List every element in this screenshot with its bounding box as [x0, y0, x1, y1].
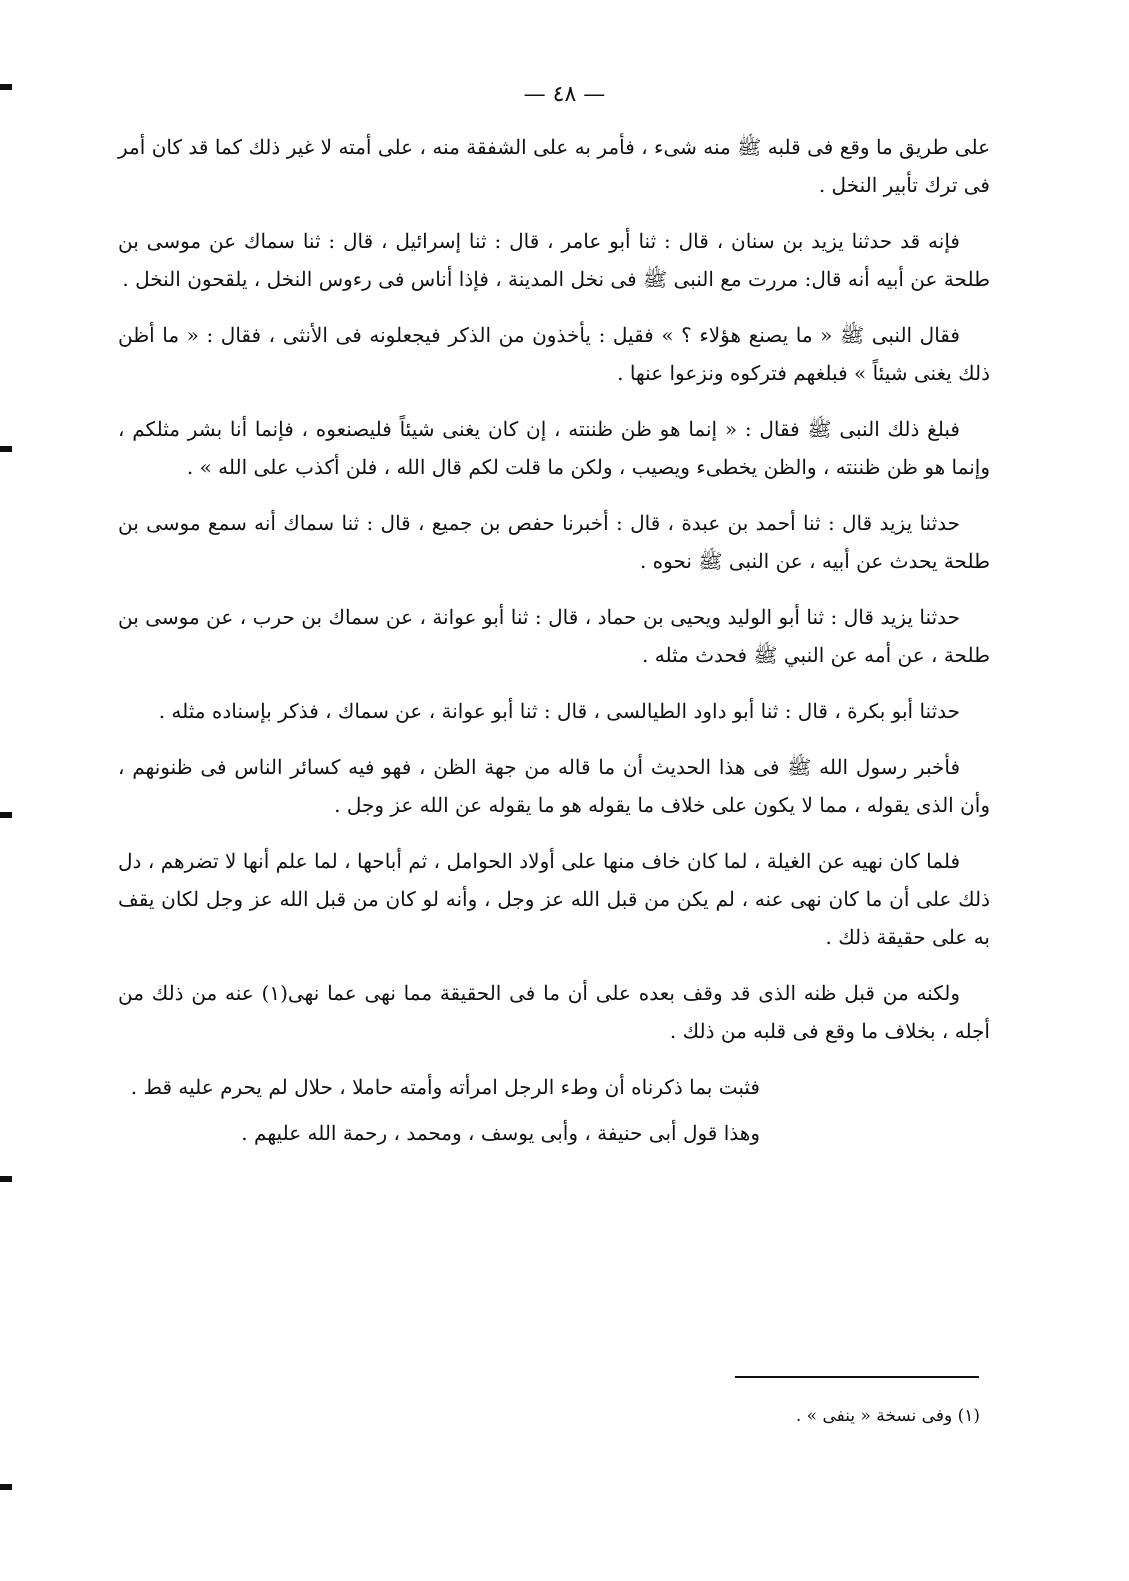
paragraph-9: فلما كان نهيه عن الغيلة ، لما كان خاف منها على أولاد الحوامل ، ثم أباحها ، لما علم أنها لا تضرهم ، دل ذلك على أن ما كان نهى عنه ، لم يكن من قبل الله عز وجل ، وأنه لو كان من قبل الله عز وجل لكان يقف به على حقيقة ذلك . — [118, 849, 990, 949]
scan-edge-mark — [0, 1176, 12, 1182]
scan-edge-mark — [0, 84, 12, 90]
scan-edge-mark — [0, 446, 12, 452]
paragraph-8: فأخبر رسول الله ﷺ فى هذا الحديث أن ما قاله من جهة الظن ، فهو فيه كسائر الناس فى ظنونهم ، وأن الذى يقوله ، مما لا يكون على خلاف ما يقوله هو ما يقوله عن الله عز وجل . — [118, 755, 990, 817]
scan-edge-mark — [0, 812, 12, 818]
paragraph-10: ولكنه من قبل ظنه الذى قد وقف بعده على أن ما فى الحقيقة مما نهى عما نهى(١) عنه من ذلك من أجله ، بخلاف ما وقع فى قلبه من ذلك . — [118, 981, 990, 1043]
paragraph-4: فبلغ ذلك النبى ﷺ فقال : « إنما هو ظن ظننته ، إن كان يغنى شيئاً فليصنعوه ، فإنما أنا بشر مثلكم ، وإنما هو ظن ظننته ، والظن يخطىء ويصيب ، ولكن ما قلت لكم قال الله ، فلن أكذب على الله » . — [118, 417, 990, 479]
page-number: — ٤٨ — — [523, 82, 606, 107]
page-body — [118, 128, 990, 1160]
scan-edge-mark — [0, 1484, 12, 1490]
paragraph-6: حدثنا يزيد قال : ثنا أبو الوليد ويحيى بن حماد ، قال : ثنا أبو عوانة ، عن سماك بن حرب ، عن موسى بن طلحة ، عن أمه عن النبي ﷺ فحدث مثله . — [118, 605, 990, 667]
paragraph-7: حدثنا أبو بكرة ، قال : ثنا أبو داود الطيالسى ، قال : ثنا أبو عوانة ، عن سماك ، فذكر بإسناده مثله . — [158, 699, 960, 723]
paragraph-12: وهذا قول أبى حنيفة ، وأبى يوسف ، ومحمد ، رحمة الله عليهم . — [241, 1121, 760, 1145]
paragraph-5: حدثنا يزيد قال : ثنا أحمد بن عبدة ، قال : أخبرنا حفص بن جميع ، قال : ثنا سماك أنه سمع موسى بن طلحة يحدث عن أبيه ، عن النبى ﷺ نحوه . — [118, 511, 990, 573]
paragraph-1: على طريق ما وقع فى قلبه ﷺ منه شىء ، فأمر به على الشفقة منه ، على أمته لا غير ذلك كما قد كان أمر فى ترك تأبير النخل . — [118, 135, 990, 197]
paragraph-2: فإنه قد حدثنا يزيد بن سنان ، قال : ثنا أبو عامر ، قال : ثنا إسرائيل ، قال : ثنا سماك عن موسى بن طلحة عن أبيه أنه قال: مررت مع النبى ﷺ فى نخل المدينة ، فإذا أناس فى رءوس النخل ، يلقحون النخل . — [118, 229, 990, 291]
footnote-divider — [735, 1376, 979, 1378]
paragraph-3: فقال النبى ﷺ « ما يصنع هؤلاء ؟ » فقيل : يأخذون من الذكر فيجعلونه فى الأنثى ، فقال : « ما أظن ذلك يغنى شيئاً » فبلغهم فتركوه ونزعوا عنها . — [118, 323, 990, 385]
paragraph-11: فثبت بما ذكرناه أن وطء الرجل امرأته وأمته حاملا ، حلال لم يحرم عليه قط . — [130, 1075, 760, 1099]
footnote: (١) وفى نسخة « ينفى » . — [795, 1406, 980, 1426]
